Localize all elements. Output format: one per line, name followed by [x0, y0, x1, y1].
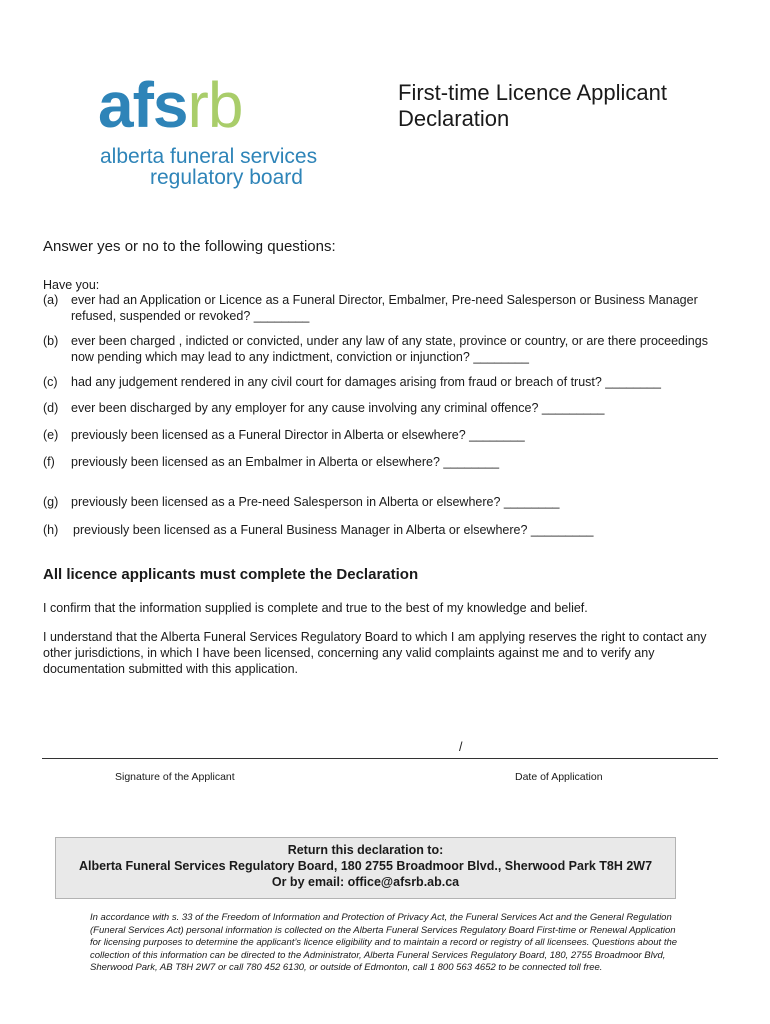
question-letter: (c): [43, 375, 58, 389]
logo-line-1: alberta funeral services: [100, 145, 318, 168]
question-text: previously been licensed as a Pre-need Salesperson in Alberta or elsewhere? ________: [71, 495, 560, 509]
declaration-confirm: I confirm that the information supplied is complete and true to the best of my knowledge and belief.: [43, 601, 588, 615]
question-letter: (f): [43, 455, 55, 469]
afsrb-logo: [90, 70, 330, 192]
return-heading: Return this declaration to:: [287, 843, 444, 857]
logo-mark-afs: afs: [98, 69, 188, 141]
question-text: ever been discharged by any employer for any cause involving any criminal offence? _________: [71, 401, 605, 415]
have-you-label: Have you:: [43, 278, 100, 292]
question-letter: (g): [43, 495, 59, 509]
privacy-notice: In accordance with s. 33 of the Freedom of Information and Protection of Privacy Act, the Funeral Services Act and the General Regulation (Funeral Services Act) personal information is collected on the Alberta Funeral Services Regulatory Board First-time or Renewal Application for licensing purposes to determine the applicant’s licence eligibility and to maintain a record or registry of all licensees. Questions about the collection of this information can be directed to the Administrator, Alberta Funeral Services Regulatory Board, 180, 2755 Broadmoor Blvd, Sherwood Park, AB T8H 2W7 or call 780 452 6130, or outside of Edmonton, call 1 800 563 4652 to be connected toll free.: [90, 912, 678, 974]
signature-label: Signature of the Applicant: [115, 771, 235, 783]
question-letter: (a): [43, 293, 59, 307]
return-email: Or by email: office@afsrb.ab.ca: [271, 875, 460, 889]
question-letter: (d): [43, 401, 59, 415]
question-text: had any judgement rendered in any civil court for damages arising from fraud or breach of trust? ________: [71, 375, 661, 389]
question-text: previously been licensed as a Funeral Director in Alberta or elsewhere? ________: [71, 428, 525, 442]
return-address-box: [55, 837, 676, 899]
logo-line-2: regulatory board: [150, 166, 303, 189]
document-title: First-time Licence Applicant Declaration: [398, 80, 667, 131]
signature-date-separator: /: [459, 740, 463, 754]
question-text: ever been charged , indicted or convicted, under any law of any state, province or country, or are there proceedings now pending which may lead to any indictment, conviction or injunction? ________: [71, 334, 708, 364]
question-letter: (h): [43, 523, 59, 537]
return-address: Alberta Funeral Services Regulatory Board, 180 2755 Broadmoor Blvd., Sherwood Park T8H 2W7: [78, 859, 653, 873]
questions-intro: Answer yes or no to the following questions:: [43, 238, 336, 255]
declaration-heading: All licence applicants must complete the Declaration: [43, 566, 419, 583]
question-text: ever had an Application or Licence as a Funeral Director, Embalmer, Pre-need Salesperson or Business Manager refused, suspended or revoked? ________: [71, 293, 698, 323]
date-label: Date of Application: [515, 771, 603, 783]
question-text: previously been licensed as a Funeral Business Manager in Alberta or elsewhere? _________: [73, 523, 594, 537]
signature-line[interactable]: [42, 758, 718, 759]
logo-wordmark: [98, 70, 242, 140]
question-text: previously been licensed as an Embalmer in Alberta or elsewhere? ________: [71, 455, 500, 469]
question-letter: (e): [43, 428, 59, 442]
logo-mark-rb: rb: [187, 69, 243, 141]
question-letter: (b): [43, 334, 59, 348]
declaration-understand: I understand that the Alberta Funeral Services Regulatory Board to which I am applying reserves the right to contact any other jurisdictions, in which I have been licensed, concerning any valid complaints against me and to verify any documentation submitted with this application.: [43, 630, 707, 676]
